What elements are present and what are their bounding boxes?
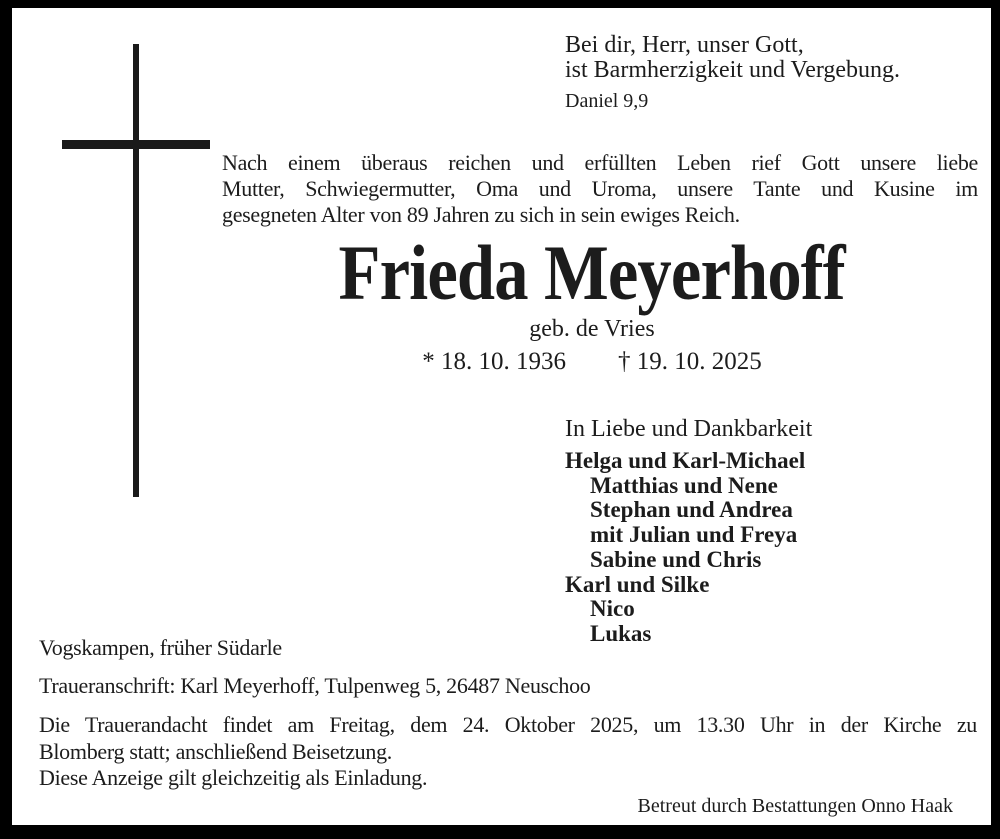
- funeral-home-credit: Betreut durch Bestattungen Onno Haak: [637, 795, 953, 817]
- cross-horizontal-bar: [62, 140, 210, 149]
- mourner-name: Sabine und Chris: [590, 546, 762, 572]
- scripture-line-2: ist Barmherzigkeit und Vergebung.: [565, 57, 901, 83]
- tribute-block: [565, 416, 812, 647]
- invitation-note: Diese Anzeige gilt gleichzeitig als Einladung.: [39, 765, 428, 790]
- announcement-line-3: gesegneten Alter von 89 Jahren zu sich in sein ewiges Reich.: [222, 202, 740, 227]
- mourner-name: Nico: [590, 596, 635, 622]
- mourner-name: Karl und Silke: [565, 571, 710, 597]
- tribute-heading: In Liebe und Dankbarkeit: [565, 416, 813, 442]
- maiden-name: geb. de Vries: [529, 316, 655, 342]
- mourner-name: mit Julian und Freya: [590, 522, 798, 548]
- announcement-line-1: Nach einem überaus reichen und erfüllten Leben rief Gott unsere liebe: [222, 150, 978, 175]
- mourner-name: Stephan und Andrea: [590, 497, 793, 523]
- birth-date: * 18. 10. 1936: [422, 348, 566, 375]
- death-date: † 19. 10. 2025: [618, 348, 762, 375]
- scripture-source: Daniel 9,9: [565, 90, 649, 112]
- scripture-quote: [565, 33, 900, 114]
- death-announcement: [222, 150, 978, 228]
- service-information: [39, 712, 977, 792]
- cross-vertical-bar: [133, 44, 139, 497]
- condolence-address: Traueranschrift: Karl Meyerhoff, Tulpenweg 5, 26487 Neuschoo: [39, 673, 591, 698]
- service-line-1: Die Trauerandacht findet am Freitag, dem 24. Oktober 2025, um 13.30 Uhr in der Kirche zu: [39, 712, 977, 737]
- life-dates-row: [222, 348, 962, 376]
- mourner-name: Matthias und Nene: [590, 472, 778, 498]
- residence-line: Vogskampen, früher Südarle: [39, 635, 282, 660]
- mourner-name: Helga und Karl-Michael: [565, 448, 806, 473]
- maiden-name-row: [222, 316, 962, 343]
- scripture-line-1: Bei dir, Herr, unser Gott,: [565, 32, 804, 58]
- announcement-line-2: Mutter, Schwiegermutter, Oma und Uroma, unsere Tante und Kusine im: [222, 176, 978, 201]
- deceased-name: Frieda Meyerhoff: [338, 229, 846, 316]
- deceased-name-row: [222, 229, 962, 316]
- mourner-name: Lukas: [590, 620, 652, 646]
- service-line-2: Blomberg statt; anschließend Beisetzung.: [39, 738, 392, 764]
